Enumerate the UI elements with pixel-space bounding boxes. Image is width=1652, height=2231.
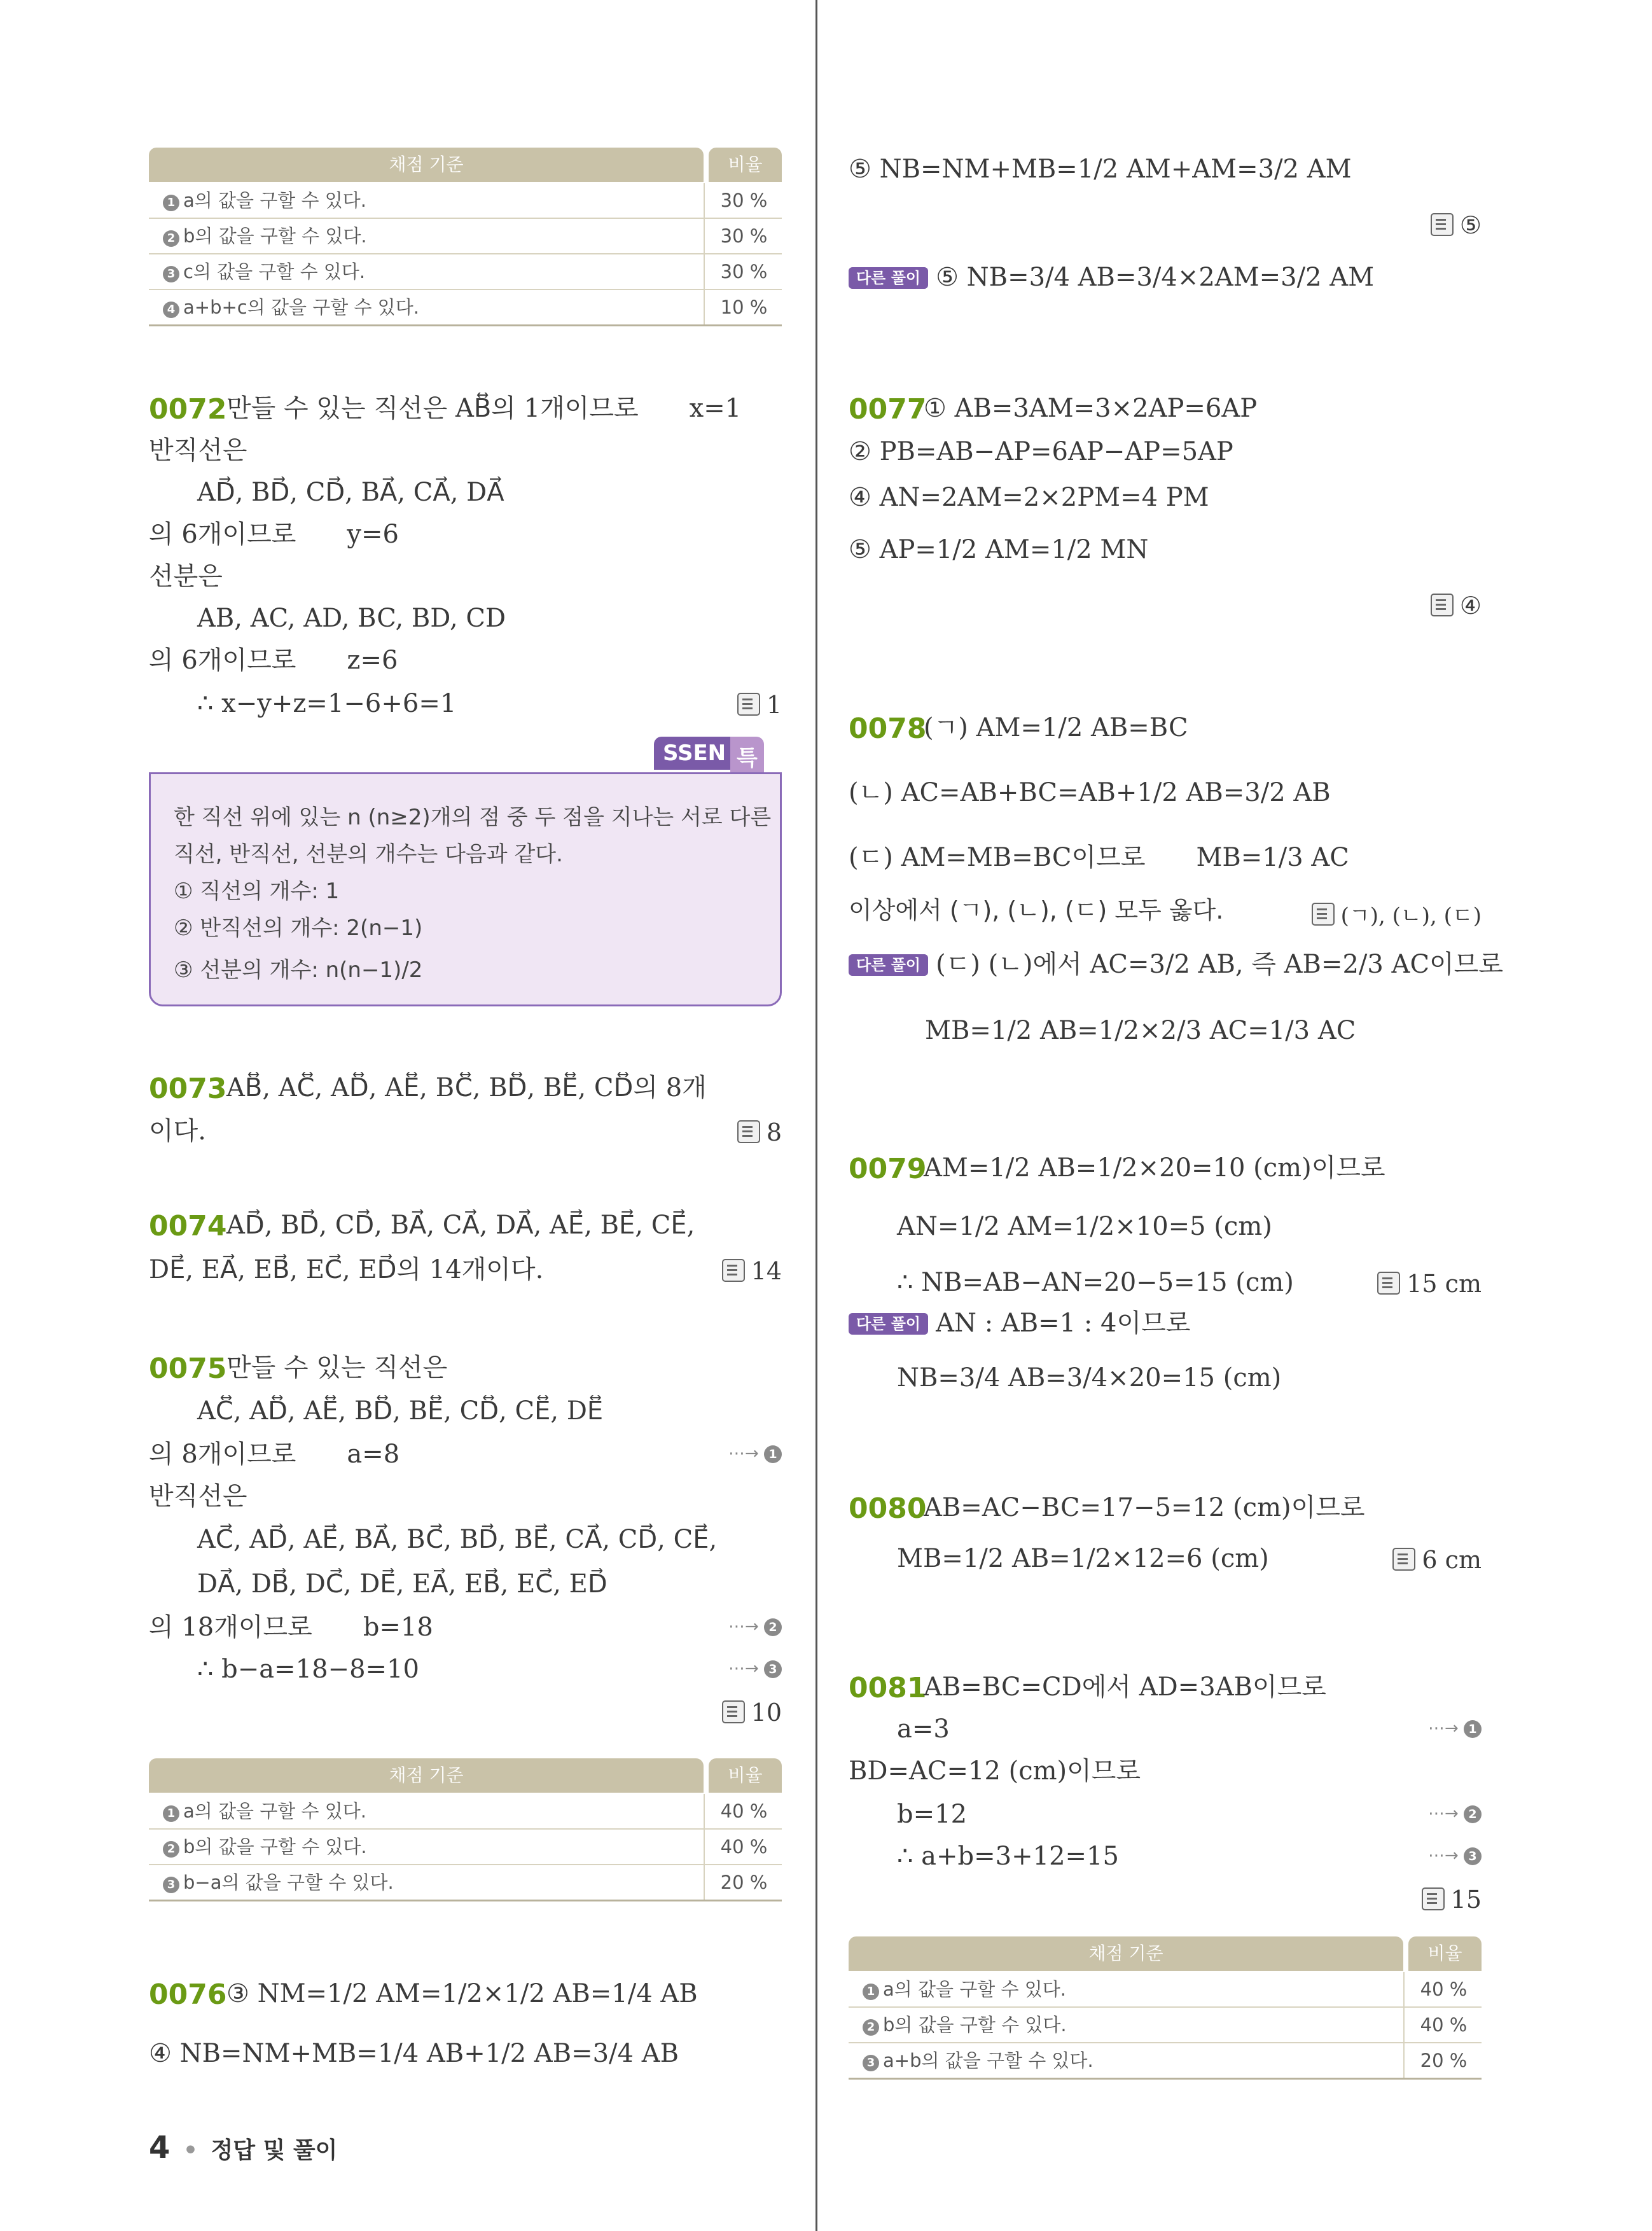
table-row (149, 1794, 782, 1830)
answer: (ㄱ), (ㄴ), (ㄷ) (1312, 898, 1482, 929)
step-marker-icon: 1 (863, 1984, 879, 2000)
row-text: a의 값을 구할 수 있다. (883, 1978, 1066, 2000)
answer: 6 cm (1392, 1546, 1482, 1574)
step-icon: 2 (764, 1618, 782, 1636)
problem-number: 0077 (849, 393, 927, 426)
alt-solution-tag: 다른 풀이 (849, 267, 928, 289)
solution-line: ∴ b−a=18−8=10 (197, 1655, 419, 1684)
solution-line: 이상에서 (ㄱ), (ㄴ), (ㄷ) 모두 옳다. (849, 896, 1224, 924)
answer-icon (737, 1120, 760, 1143)
grading-table-top (149, 148, 782, 326)
solution-line: BD=AC=12 (cm)이므로 (849, 1756, 1141, 1786)
answer: 1 (737, 691, 782, 719)
tip-line: 한 직선 위에 있는 n (n≥2)개의 점 중 두 점을 지나는 서로 다른 (174, 805, 772, 830)
solution-line: ⑤ NB=NM+MB=1/2 AM+AM=3/2 AM (849, 155, 1352, 184)
alt-solution-line: 다른 풀이 AN : AB=1 : 4이므로 (849, 1310, 1190, 1336)
step-marker-icon: 2 (163, 230, 179, 247)
tip-box (149, 772, 782, 1006)
step-marker: ⋯→ 3 (1428, 1846, 1482, 1865)
problem-number: 0079 (849, 1153, 927, 1185)
solution-line: ∴ NB=AB−AN=20−5=15 (cm) (897, 1268, 1294, 1297)
solution-line: AD⃗, BD⃗, CD⃗, BA⃗, CA⃗, DA⃗, AE⃗, BE⃗, CE⃗, (226, 1211, 695, 1240)
table-header-ratio: 비율 (1408, 1936, 1482, 1971)
row-pct: 40 % (704, 1794, 783, 1828)
row-pct: 30 % (704, 219, 783, 253)
solution-line: AB⃡, AC⃡, AD⃡, AE⃡, BC⃡, BD⃡, BE⃡, CD⃡의 8개 (226, 1073, 707, 1102)
page-number: 4 (149, 2130, 170, 2165)
row-pct: 40 % (704, 1830, 783, 1864)
answer-icon (1312, 903, 1335, 926)
problem-number: 0080 (849, 1492, 927, 1525)
table-row (149, 1865, 782, 1901)
answer-icon (722, 1259, 745, 1282)
step-marker-icon: 3 (863, 2055, 879, 2071)
answer-icon (1431, 213, 1454, 236)
problem-number: 0075 (149, 1352, 227, 1385)
problem-number: 0073 (149, 1073, 227, 1105)
grading-table-bottom (849, 1936, 1482, 2080)
row-text: c의 값을 구할 수 있다. (183, 261, 366, 282)
solution-line: 반직선은 (149, 436, 247, 465)
table-header-ratio: 비율 (709, 148, 782, 182)
answer: 10 (722, 1699, 782, 1727)
step-icon: 3 (1464, 1847, 1482, 1865)
step-icon: 1 (764, 1445, 782, 1463)
solution-line: b=12 (897, 1800, 968, 1829)
table-row (849, 2043, 1482, 2080)
row-text: b의 값을 구할 수 있다. (183, 1836, 367, 1858)
answer-icon (722, 1700, 745, 1723)
step-marker-icon: 1 (163, 1805, 179, 1822)
answer-icon (737, 693, 760, 716)
problem-number: 0074 (149, 1210, 227, 1242)
row-text: b−a의 값을 구할 수 있다. (183, 1872, 394, 1893)
step-marker: ⋯→ 2 (1428, 1804, 1482, 1823)
step-marker-icon: 3 (163, 1877, 179, 1893)
solution-line: AC⃗, AD⃗, AE⃗, BA⃗, BC⃗, BD⃗, BE⃗, CA⃗, CD⃗, CE⃗, (197, 1525, 718, 1554)
step-marker-icon: 2 (163, 1841, 179, 1858)
solution-line: AB=BC=CD에서 AD=3AB이므로 (924, 1672, 1326, 1702)
problem-number: 0072 (149, 393, 227, 426)
row-text: b의 값을 구할 수 있다. (183, 225, 367, 247)
solution-line: ④ NB=NM+MB=1/4 AB+1/2 AB=3/4 AB (149, 2039, 679, 2068)
solution-line: (ㄷ) AM=MB=BC이므로 MB=1/3 AC (849, 843, 1349, 872)
problem-number: 0076 (149, 1978, 227, 2011)
solution-line: 이다. (149, 1116, 206, 1146)
answer-icon (1431, 594, 1454, 616)
row-pct: 30 % (704, 254, 783, 289)
answer: 15 (1422, 1886, 1482, 1914)
row-text: a의 값을 구할 수 있다. (183, 190, 366, 211)
tip-badge-lecture: 특 (730, 737, 764, 807)
solution-line: 의 6개이므로 z=6 (149, 646, 398, 675)
solution-line: AB=AC−BC=17−5=12 (cm)이므로 (924, 1493, 1365, 1522)
tip-line: 직선, 반직선, 선분의 개수는 다음과 같다. (174, 842, 563, 867)
tip-line: ① 직선의 개수: 1 (174, 879, 340, 904)
step-marker: ⋯→ 3 (728, 1659, 782, 1678)
row-pct: 40 % (1403, 1972, 1483, 2006)
solution-line: 만들 수 있는 직선은 (226, 1353, 448, 1382)
row-text: a+b+c의 값을 구할 수 있다. (183, 296, 419, 318)
row-text: b의 값을 구할 수 있다. (883, 2014, 1067, 2036)
solution-line: AM=1/2 AB=1/2×20=10 (cm)이므로 (924, 1153, 1385, 1183)
step-marker: ⋯→ 2 (728, 1617, 782, 1636)
table-row (849, 2008, 1482, 2043)
alt-solution-line: 다른 풀이 ⑤ NB=3/4 AB=3/4×2AM=3/2 AM (849, 265, 1374, 290)
step-icon: 1 (1464, 1720, 1482, 1738)
tip-line: ② 반직선의 개수: 2(n−1) (174, 915, 423, 941)
table-header-criteria: 채점 기준 (849, 1936, 1403, 1971)
alt-solution-line: MB=1/2 AB=1/2×2/3 AC=1/3 AC (925, 1016, 1356, 1045)
step-icon: 2 (1464, 1805, 1482, 1823)
table-header-criteria: 채점 기준 (149, 1758, 704, 1793)
row-pct: 30 % (704, 183, 783, 218)
answer: 15 cm (1377, 1270, 1482, 1298)
table-row (149, 183, 782, 219)
solution-line: MB=1/2 AB=1/2×12=6 (cm) (897, 1544, 1269, 1573)
solution-line: DE⃗, EA⃗, EB⃗, EC⃗, ED⃗의 14개이다. (149, 1255, 544, 1284)
alt-solution-line: 다른 풀이 (ㄷ) (ㄴ)에서 AC=3/2 AB, 즉 AB=2/3 AC이므로 (849, 952, 1503, 977)
step-marker-icon: 3 (163, 266, 179, 282)
step-marker: ⋯→ 1 (1428, 1719, 1482, 1738)
answer: 8 (737, 1118, 782, 1146)
solution-line: 의 18개이므로 b=18 (149, 1613, 433, 1642)
step-marker-icon: 1 (163, 195, 179, 211)
solution-line: AN=1/2 AM=1/2×10=5 (cm) (897, 1212, 1272, 1241)
solution-line: AC⃡, AD⃡, AE⃡, BD⃡, BE⃡, CD⃡, CE⃡, DE⃡ (197, 1396, 604, 1426)
answer: 14 (722, 1257, 782, 1285)
answer-icon (1422, 1887, 1445, 1910)
row-text: a+b의 값을 구할 수 있다. (883, 2050, 1093, 2071)
solution-line: 반직선은 (149, 1482, 247, 1511)
problem-number: 0081 (849, 1672, 927, 1704)
table-header-criteria: 채점 기준 (149, 148, 704, 182)
solution-line: ① AB=3AM=3×2AP=6AP (924, 394, 1258, 423)
grading-table-mid (149, 1758, 782, 1901)
answer: ④ (1431, 592, 1482, 620)
answer-icon (1377, 1272, 1400, 1295)
problem-number: 0078 (849, 712, 927, 745)
solution-line: ④ AN=2AM=2×2PM=4 PM (849, 483, 1209, 512)
step-marker-icon: 2 (863, 2019, 879, 2036)
step-icon: 3 (764, 1660, 782, 1678)
solution-line: (ㄱ) AM=1/2 AB=BC (924, 713, 1188, 742)
solution-line: ③ NM=1/2 AM=1/2×1/2 AB=1/4 AB (226, 1979, 698, 2008)
alt-solution-tag: 다른 풀이 (849, 954, 928, 976)
solution-line: ∴ x−y+z=1−6+6=1 (197, 689, 457, 718)
footer-title: 정답 및 풀이 (211, 2137, 338, 2164)
column-divider (816, 0, 817, 2231)
solution-line: 의 8개이므로 a=8 (149, 1440, 400, 1469)
table-row (149, 1830, 782, 1865)
solution-line: ② PB=AB−AP=6AP−AP=5AP (849, 437, 1233, 466)
solution-line: AD⃗, BD⃗, CD⃗, BA⃗, CA⃗, DA⃗ (197, 478, 504, 507)
answer-icon (1392, 1548, 1415, 1571)
table-row (149, 254, 782, 290)
row-pct: 40 % (1403, 2008, 1483, 2042)
tip-line: ③ 선분의 개수: n(n−1)/2 (174, 957, 423, 983)
table-header-ratio: 비율 (709, 1758, 782, 1793)
row-pct: 20 % (1403, 2043, 1483, 2078)
solution-line: 만들 수 있는 직선은 AB⃡의 1개이므로 x=1 (226, 394, 742, 423)
solution-line: a=3 (897, 1714, 950, 1744)
solution-line: ⑤ AP=1/2 AM=1/2 MN (849, 535, 1149, 564)
step-marker: ⋯→ 1 (728, 1444, 782, 1463)
solution-line: AB, AC, AD, BC, BD, CD (197, 604, 506, 633)
page-footer (149, 2130, 337, 2165)
table-row (149, 290, 782, 326)
row-pct: 10 % (704, 290, 783, 324)
solution-line: 의 6개이므로 y=6 (149, 520, 399, 549)
alt-solution-line: NB=3/4 AB=3/4×20=15 (cm) (897, 1363, 1282, 1393)
alt-solution-tag: 다른 풀이 (849, 1313, 928, 1335)
solution-line: DA⃗, DB⃗, DC⃗, DE⃗, EA⃗, EB⃗, EC⃗, ED⃗ (197, 1569, 607, 1599)
step-marker-icon: 4 (163, 302, 179, 318)
row-pct: 20 % (704, 1865, 783, 1900)
solution-line: 선분은 (149, 562, 223, 591)
answer: ⑤ (1431, 211, 1482, 239)
solution-line: (ㄴ) AC=AB+BC=AB+1/2 AB=3/2 AB (849, 778, 1331, 807)
tip-badge-ssen: SSEN (654, 737, 735, 770)
solution-line: ∴ a+b=3+12=15 (897, 1842, 1119, 1871)
table-row (849, 1972, 1482, 2008)
table-row (149, 219, 782, 254)
row-text: a의 값을 구할 수 있다. (183, 1800, 366, 1822)
footer-dot-icon: • (183, 2137, 198, 2164)
